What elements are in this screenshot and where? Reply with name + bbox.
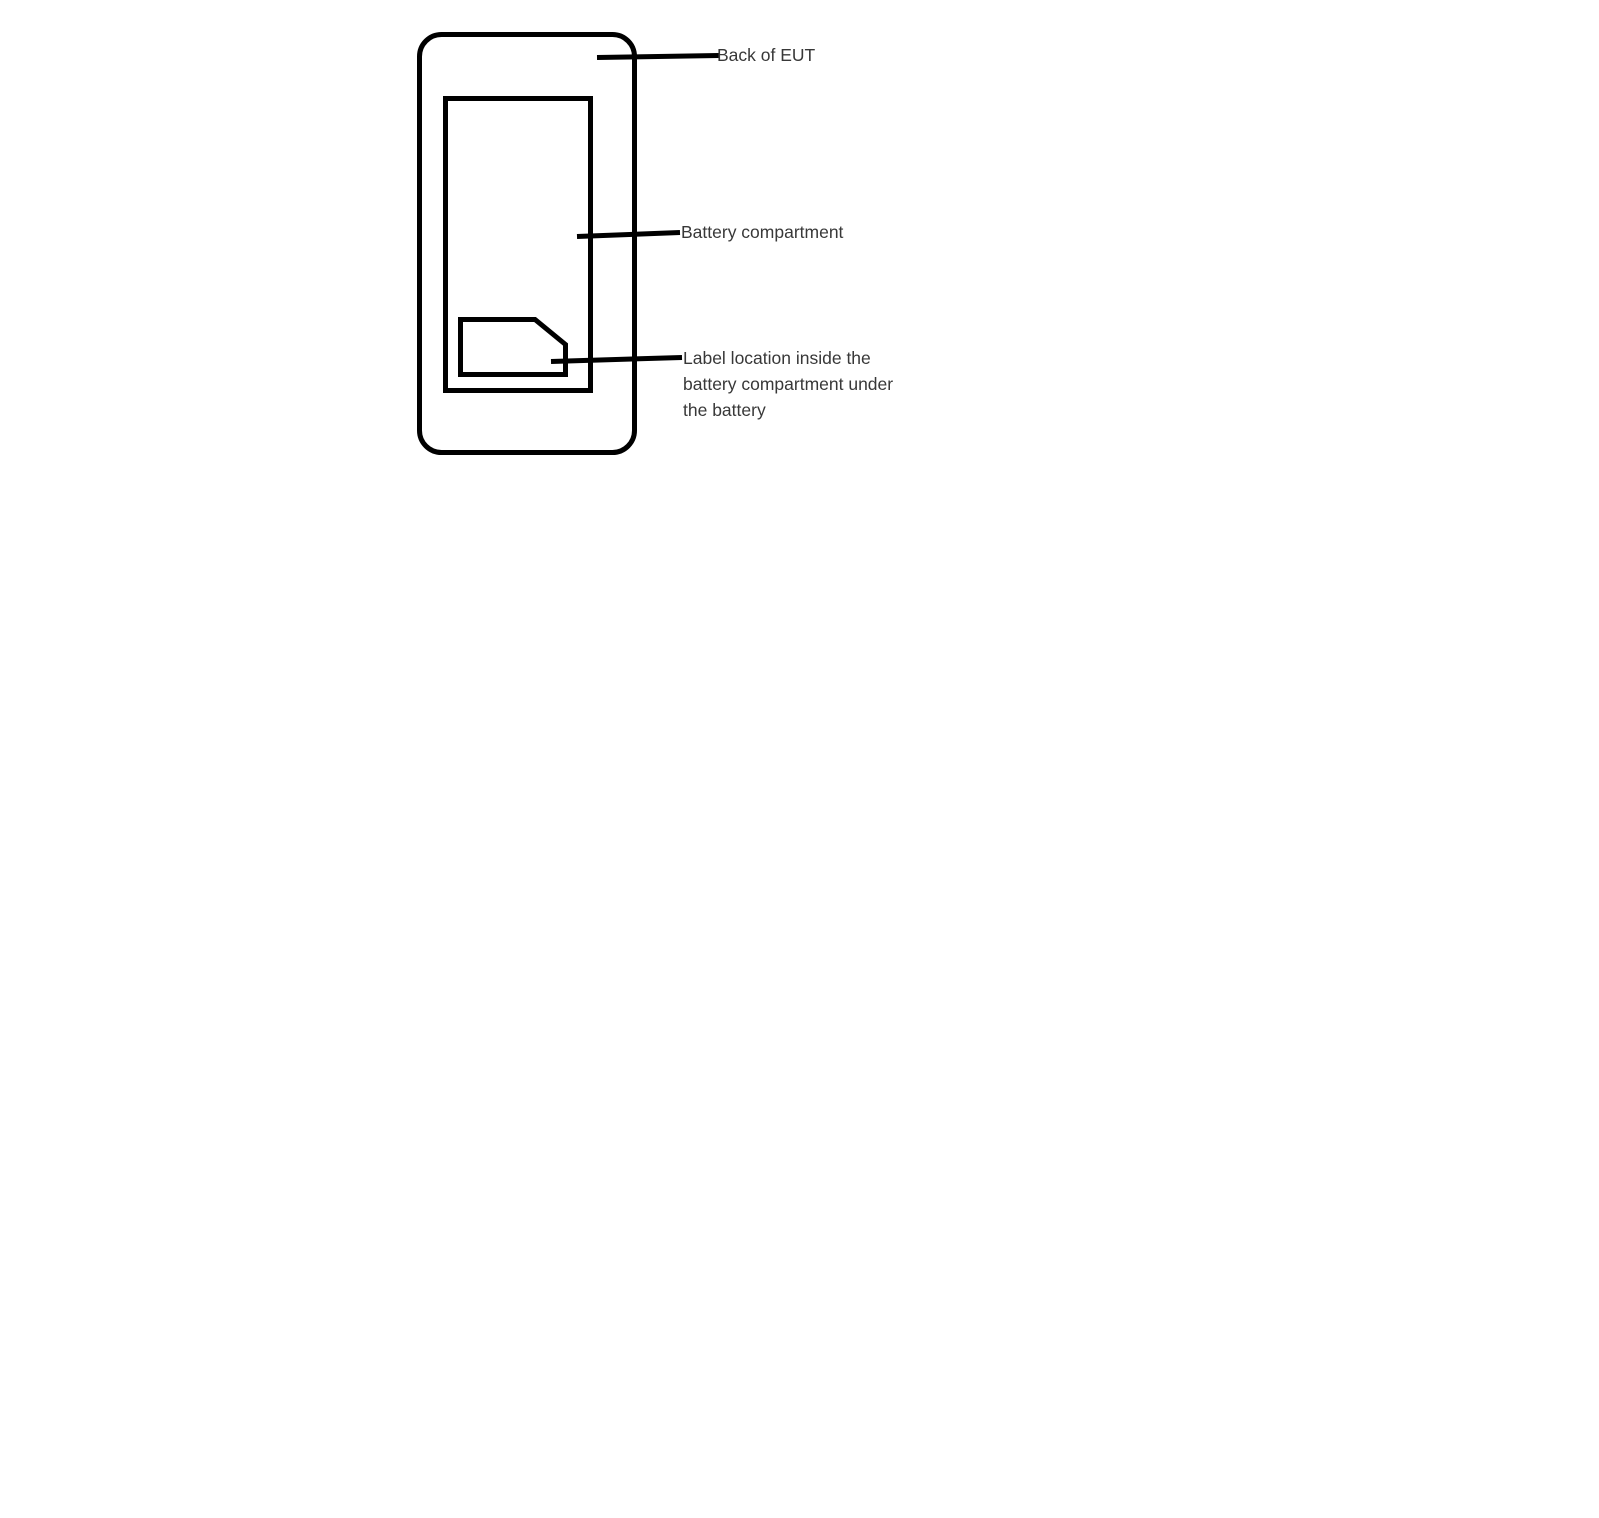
battery-compartment-label: Battery compartment xyxy=(681,222,844,242)
label-location-line-3: the battery xyxy=(683,400,766,420)
label-location-line-1: Label location inside the xyxy=(683,348,871,368)
battery-compartment-rect xyxy=(446,99,591,391)
label-sticker-shape xyxy=(461,320,566,375)
leader-line-back-of-eut xyxy=(597,56,719,58)
label-location-label xyxy=(683,345,923,423)
label-location-line-2: battery compartment under xyxy=(683,374,894,394)
back-of-eut-label: Back of EUT xyxy=(717,45,816,65)
leader-line-label-location xyxy=(551,358,682,362)
